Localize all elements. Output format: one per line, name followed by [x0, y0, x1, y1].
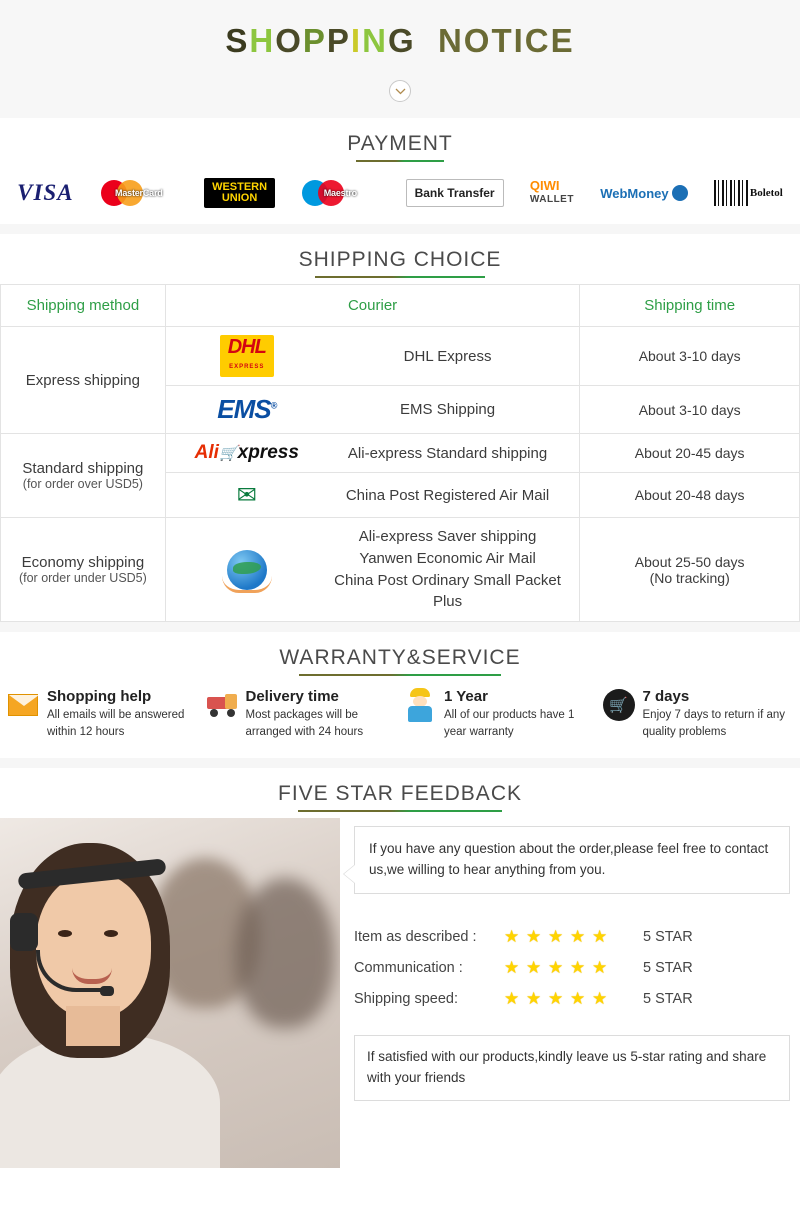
western-union-line2: UNION [221, 192, 258, 204]
courier-name-aliexpress: Ali-express Standard shipping [347, 444, 548, 462]
payment-section-title [0, 118, 800, 168]
dhl-mark: DHL EXPRESS [220, 335, 274, 377]
warranty-desc-0: All emails will be answered within 12 hours [47, 709, 185, 738]
warranty-text [643, 688, 795, 740]
china-post-mark: ✉ [236, 481, 257, 509]
feedback-title-text: FIVE STAR FEEDBACK [278, 782, 522, 812]
payment-logo-boleto [703, 176, 794, 210]
cart-icon [602, 688, 636, 722]
star-icon: ★ [525, 927, 543, 947]
star-icon: ★ [569, 989, 587, 1009]
payment-logo-bank-transfer [394, 176, 514, 210]
payment-section [0, 118, 800, 224]
headset-mic-tip [100, 986, 114, 996]
rating-label-0: Item as described : [354, 928, 477, 945]
warranty-item-delivery-time [205, 688, 398, 740]
warranty-section [0, 632, 800, 758]
china-post-logo-icon [172, 481, 322, 509]
payment-title-text: PAYMENT [347, 132, 452, 162]
method-sublabel-standard: (for order over USD5) [22, 477, 143, 491]
warranty-title-1: Delivery time [245, 688, 339, 705]
courier-cell-ems [165, 386, 580, 434]
divider-band-2 [0, 622, 800, 632]
webmoney-label: WebMoney [600, 185, 669, 201]
courier-name-ems: EMS Shipping [400, 401, 496, 418]
method-label-standard: Standard shipping [22, 460, 144, 477]
chevron-down-glyph [395, 88, 406, 95]
truck-wheel-2 [227, 709, 235, 717]
worker-icon-shape [406, 688, 434, 722]
ems-mark: EMS® [217, 394, 277, 424]
economy-time-line-1: About 25-50 days [634, 553, 745, 570]
photo-neck [66, 1006, 120, 1046]
table-row [1, 518, 800, 622]
star-icon: ★ [504, 958, 521, 978]
warranty-item-one-year [403, 688, 596, 740]
payment-logo-maestro [290, 176, 390, 210]
truck-cab [225, 694, 237, 709]
time-cell-ems: About 3-10 days [580, 386, 800, 434]
truck-icon [205, 688, 239, 722]
page-header [0, 0, 800, 118]
qiwi-sublabel: WALLET [529, 194, 574, 205]
star-icon: ★ [569, 958, 587, 978]
method-cell-standard [1, 434, 166, 518]
rating-list [354, 928, 790, 1007]
worker-icon [403, 688, 437, 722]
star-icon: ★ [569, 927, 587, 947]
shipping-section [0, 234, 800, 622]
economy-time-line-2: (No tracking) [649, 569, 730, 586]
bank-transfer-label: Bank Transfer [406, 179, 504, 207]
rating-row-item-as-described [354, 928, 790, 945]
method-sublabel-economy: (for order under USD5) [18, 571, 147, 585]
rating-label-2: Shipping speed: [354, 990, 458, 1007]
method-label-express: Express shipping [25, 371, 140, 389]
photo-blurred-person-2 [235, 878, 335, 1028]
economy-courier-line-3: China Post Ordinary Small Packet Plus [334, 571, 561, 611]
economy-courier-line-1: Ali-express Saver shipping [358, 528, 537, 545]
shipping-table [0, 284, 800, 622]
webmoney-dot-icon [672, 185, 688, 201]
courier-cell-economy [165, 518, 580, 622]
star-icon: ★ [525, 989, 543, 1009]
column-header-method: Shipping method [1, 285, 166, 327]
payment-logo-webmoney [589, 176, 699, 210]
rating-row-communication [354, 959, 790, 976]
feedback-section [0, 768, 800, 1168]
rating-request-note: If satisfied with our products,kindly leave us 5-star rating and share with your friends [354, 1035, 790, 1101]
star-icon: ★ [504, 989, 521, 1009]
table-row [1, 434, 800, 473]
payment-logo-qiwi [519, 176, 585, 210]
warranty-title-2: 1 Year [444, 688, 488, 705]
warranty-text [246, 688, 398, 740]
warranty-items [0, 682, 800, 758]
dhl-sub: EXPRESS [229, 364, 265, 370]
courier-wrap [172, 442, 574, 464]
qiwi-label: QIWI [529, 178, 560, 193]
star-icon: ★ [525, 958, 543, 978]
star-icon: ★ [591, 927, 609, 947]
ems-reg: ® [270, 400, 277, 411]
star-icon: ★ [547, 958, 565, 978]
rating-stars-2 [504, 990, 629, 1007]
warranty-item-shopping-help [6, 688, 199, 740]
ems-logo-icon [172, 394, 322, 425]
truck-wheel-1 [210, 709, 218, 717]
courier-cell-dhl [165, 327, 580, 386]
mail-icon-shape [8, 694, 38, 716]
rating-value-1: 5 STAR [643, 959, 693, 976]
shipping-section-title [0, 234, 800, 284]
divider-band-3 [0, 758, 800, 768]
western-union-line1: WESTERN [212, 181, 268, 193]
payment-logo-western-union [193, 176, 286, 210]
western-union-box [204, 178, 275, 208]
rating-label-1: Communication : [354, 959, 463, 976]
warranty-desc-3: Enjoy 7 days to return if any quality problems [642, 709, 786, 738]
courier-wrap [172, 526, 574, 613]
courier-wrap [172, 394, 574, 425]
rating-row-shipping-speed [354, 990, 790, 1007]
courier-name-economy [322, 526, 574, 613]
aliexpress-logo-icon [172, 442, 322, 464]
method-cell-express [1, 327, 166, 434]
table-row [1, 327, 800, 386]
rating-stars-0 [504, 928, 629, 945]
globe-icon [227, 550, 267, 590]
courier-wrap [172, 335, 574, 377]
rating-value-2: 5 STAR [643, 990, 693, 1007]
feedback-body [0, 818, 800, 1168]
time-cell-economy [580, 518, 800, 622]
barcode-icon [714, 180, 748, 206]
cart-icon-shape: 🛒 [603, 689, 635, 721]
time-cell-china-post: About 20-48 days [580, 473, 800, 518]
support-agent-photo [0, 818, 340, 1168]
contact-bubble: If you have any question about the order,please feel free to contact us,we willing to hear anything from you. [354, 826, 790, 894]
star-icon: ★ [591, 989, 609, 1009]
warranty-title-0: Shopping help [47, 688, 152, 705]
rating-value-0: 5 STAR [643, 928, 693, 945]
time-cell-dhl: About 3-10 days [580, 327, 800, 386]
warranty-title-text: WARRANTY&SERVICE [279, 646, 520, 676]
payment-logos [0, 168, 800, 224]
globe-hand-icon [172, 547, 322, 593]
method-label-economy: Economy shipping [21, 554, 145, 571]
warranty-section-title [0, 632, 800, 682]
warranty-text [47, 688, 199, 740]
qiwi-block [530, 180, 574, 206]
star-icon: ★ [547, 989, 565, 1009]
courier-name-china-post: China Post Registered Air Mail [345, 486, 550, 504]
warranty-text [444, 688, 596, 740]
page-title: SHOPPING NOTICE [225, 22, 575, 59]
mastercard-label: MasterCard [115, 188, 163, 198]
star-icon: ★ [547, 927, 565, 947]
courier-cell-china-post [165, 473, 580, 518]
column-header-time: Shipping time [580, 285, 800, 327]
globe-hand-shape [220, 547, 274, 593]
feedback-section-title [0, 768, 800, 818]
warranty-desc-2: All of our products have 1 year warranty [444, 709, 575, 738]
boleto-label: Boletol [749, 187, 783, 199]
payment-logo-visa [6, 176, 85, 210]
aliexpress-mark: Ali🛒xpress [194, 442, 299, 463]
economy-courier-line-2: Yanwen Economic Air Mail [359, 549, 536, 567]
feedback-content [340, 818, 800, 1168]
shipping-table-head [1, 285, 800, 327]
dhl-logo-icon [172, 335, 322, 377]
courier-wrap [172, 481, 574, 509]
courier-name-dhl: DHL Express [403, 347, 492, 365]
shipping-table-body [1, 327, 800, 622]
visa-label: VISA [17, 180, 74, 205]
star-icon: ★ [591, 958, 609, 978]
courier-cell-aliexpress [165, 434, 580, 473]
warranty-title-3: 7 days [642, 688, 690, 705]
time-cell-aliexpress: About 20-45 days [580, 434, 800, 473]
maestro-label: Maestro [323, 188, 357, 198]
warranty-item-seven-days [602, 688, 795, 740]
shipping-title-text: SHIPPING CHOICE [299, 248, 502, 278]
truck-icon-shape [205, 693, 239, 717]
warranty-desc-1: Most packages will be arranged with 24 hours [245, 709, 364, 738]
rating-stars-1 [504, 959, 629, 976]
headset-earcup-icon [10, 913, 38, 951]
mail-icon [6, 688, 40, 722]
column-header-courier: Courier [165, 285, 580, 327]
payment-logo-mastercard [89, 176, 189, 210]
chevron-down-icon[interactable] [389, 80, 411, 102]
worker-torso [408, 706, 432, 722]
divider-band-1 [0, 224, 800, 234]
star-icon: ★ [504, 927, 521, 947]
method-cell-economy [1, 518, 166, 622]
photo-face [36, 873, 151, 1018]
table-header-row [1, 285, 800, 327]
